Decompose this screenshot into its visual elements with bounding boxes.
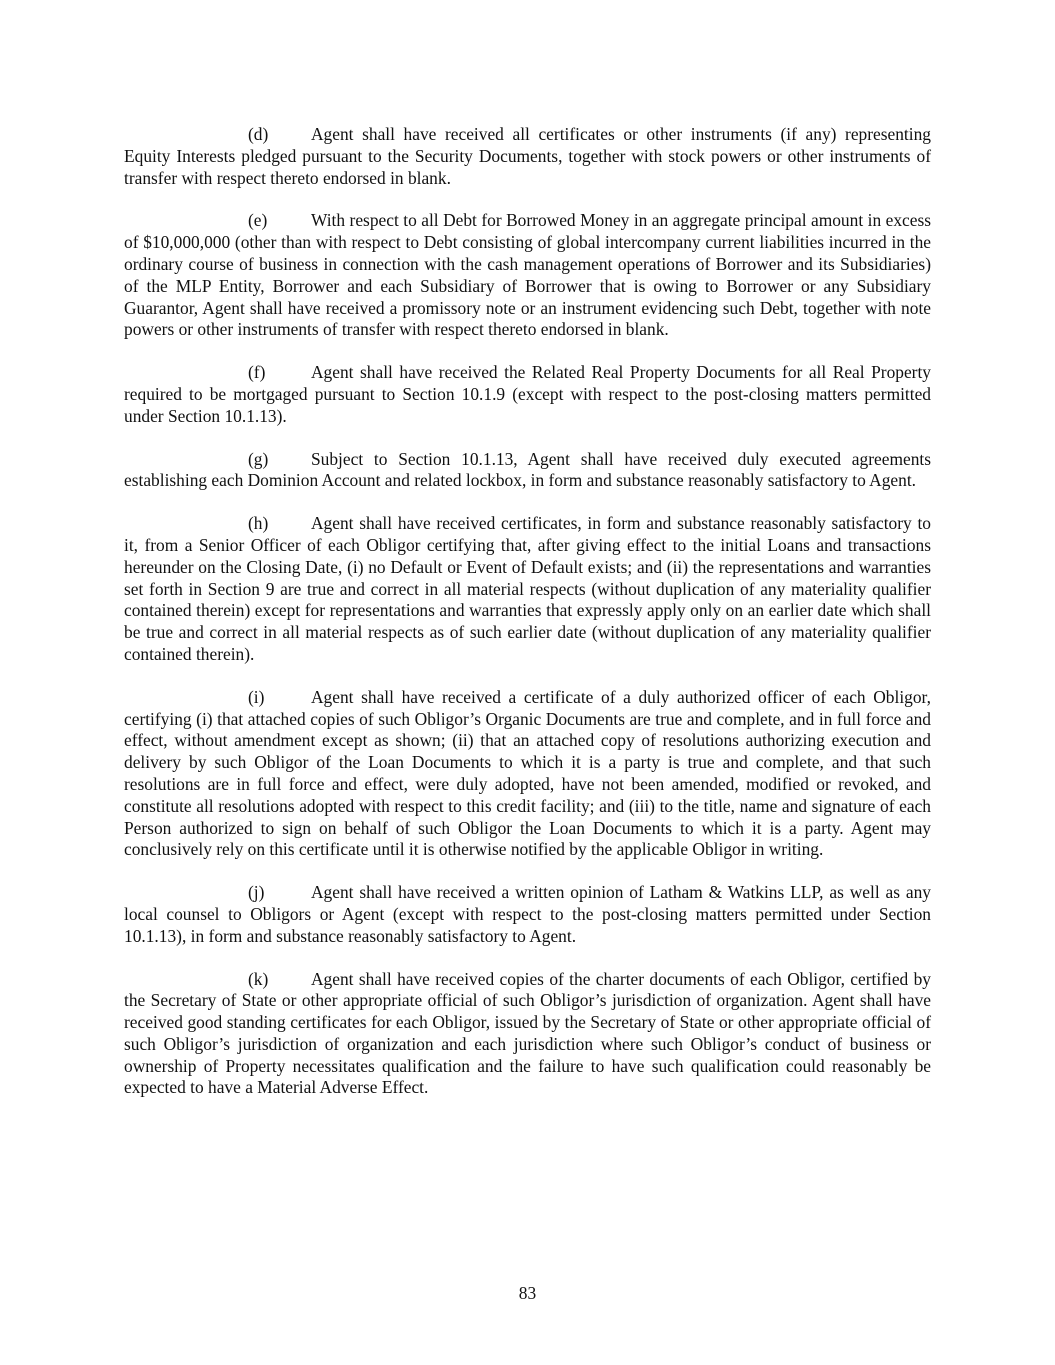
paragraph-k [124, 969, 931, 1100]
paragraph-text: Agent shall have received a written opinion of Latham & Watkins LLP, as well as any local counsel to Obligors or Agent (except with respect to the post-closing matters permitted under Section 10.1.13), in form and substance reasonably satisfactory to Agent. [124, 882, 931, 946]
paragraph-label: (f) [248, 362, 266, 383]
paragraph-text: With respect to all Debt for Borrowed Money in an aggregate principal amount in excess of $10,000,000 (other than with respect to Debt consisting of global intercompany current liabilities incurred in the ordinary course of business in connection with the cash management operations of Borrower and its Subsidiaries) of the MLP Entity, Borrower and each Subsidiary of Borrower that is owing to Borrower or any Subsidiary Guarantor, Agent shall have received a promissory note or an instrument evidencing such Debt, together with note powers or other instruments of transfer with respect thereto endorsed in blank. [124, 210, 931, 340]
page-number: 83 [518, 1283, 537, 1303]
paragraph-label: (j) [248, 882, 265, 903]
paragraph-text: Agent shall have received the Related Real Property Documents for all Real Property required to be mortgaged pursuant to Section 10.1.9 (except with respect to the post-closing matters permitted under Section 10.1.13). [124, 362, 931, 426]
paragraph-f [124, 362, 931, 427]
paragraph-d [124, 124, 931, 189]
paragraph-label: (e) [248, 210, 268, 231]
paragraph-label: (i) [248, 686, 265, 707]
paragraph-i [124, 687, 931, 861]
paragraph-text: Agent shall have received a certificate of a duly authorized officer of each Obligor, certifying (i) that attached copies of such Obligor’s Organic Documents are true and complete, and in full force and effect, without amendment except as shown; (ii) that an attached copy of resolutions authorizing execution and delivery by such Obligor of the Loan Documents to which it is a party is true and complete, and that such resolutions are in full force and effect, were duly adopted, have not been amended, modified or revoked, and constitute all resolutions adopted with respect to this credit facility; and (iii) to the title, name and signature of each Person authorized to sign on behalf of such Obligor the Loan Documents to which it is a party. Agent may conclusively rely on this certificate until it is otherwise notified by the applicable Obligor in writing. [124, 686, 931, 860]
paragraph-g [124, 449, 931, 493]
paragraph-j [124, 882, 931, 947]
paragraph-text: Agent shall have received copies of the charter documents of each Obligor, certified by the Secretary of State or other appropriate official of such Obligor’s jurisdiction of organization. Agent shall have received good standing certificates for each Obligor, issued by the Secretary of State or other appropriate official of such Obligor’s jurisdiction of organization and each jurisdiction where such Obligor’s conduct of business or ownership of Property necessitates qualification and the failure to have such qualification could reasonably be expected to have a Material Adverse Effect. [124, 968, 931, 1098]
paragraph-label: (k) [248, 968, 269, 989]
paragraph-text: Agent shall have received all certificates or other instruments (if any) representing Equity Interests pledged pursuant to the Security Documents, together with stock powers or other instruments of transfer with respect thereto endorsed in blank. [124, 124, 931, 188]
paragraph-h [124, 513, 931, 666]
paragraph-label: (h) [248, 513, 269, 534]
paragraph-text: Agent shall have received certificates, in form and substance reasonably satisfactory to it, from a Senior Officer of each Obligor certifying that, after giving effect to the initial Loans and transactions hereunder on the Closing Date, (i) no Default or Event of Default exists; and (ii) the representations and warranties set forth in Section 9 are true and correct in all material respects (without duplication of any materiality qualifier contained therein) except for representations and warranties that expressly apply only on an earlier date which shall be true and correct in all material respects as of such earlier date (without duplication of any materiality qualifier contained therein). [124, 513, 931, 664]
paragraph-e [124, 210, 931, 341]
document-body [124, 124, 931, 1120]
paragraph-label: (d) [248, 124, 269, 144]
paragraph-label: (g) [248, 448, 269, 469]
paragraph-text: Subject to Section 10.1.13, Agent shall have received duly executed agreements establishing each Dominion Account and related lockbox, in form and substance reasonably satisfactory to Agent. [124, 448, 931, 491]
